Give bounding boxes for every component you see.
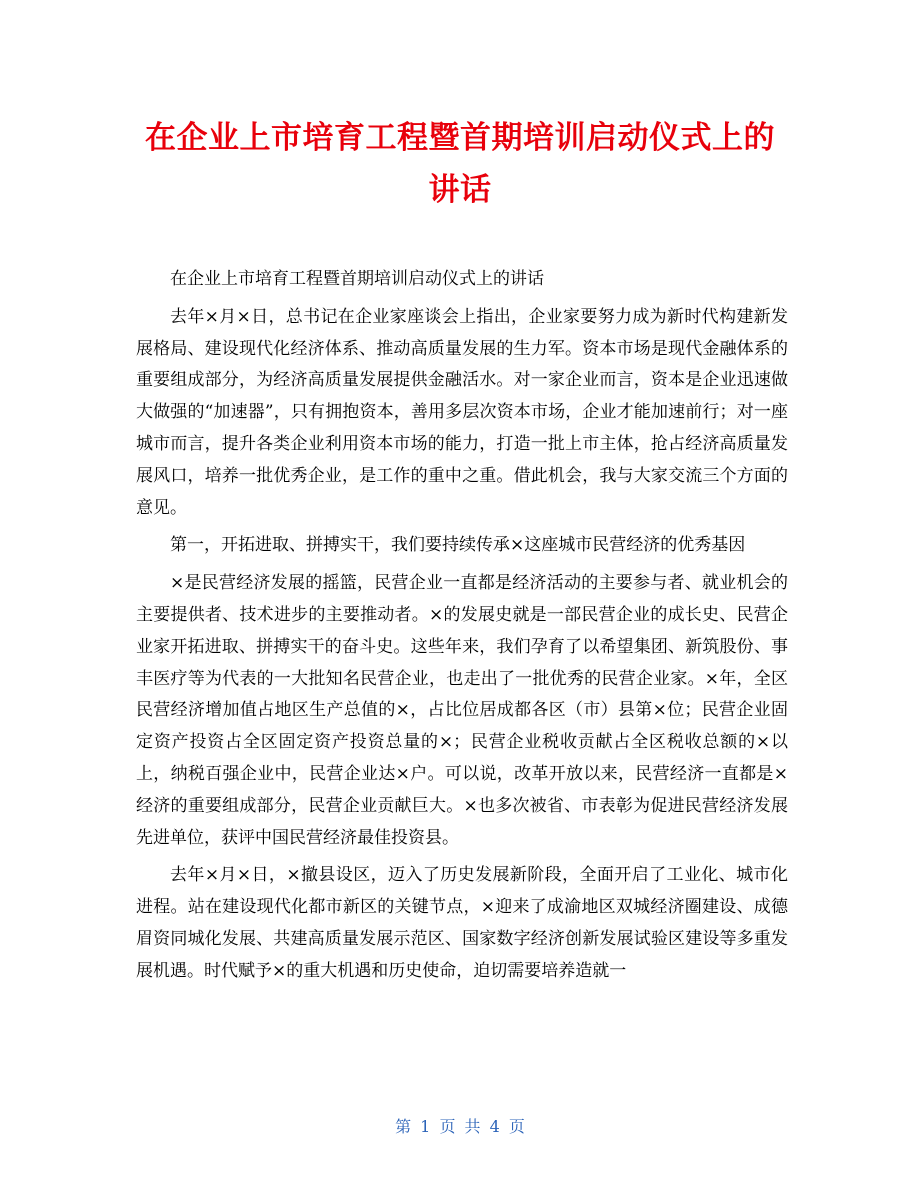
footer-current-page: 1 — [420, 1117, 431, 1136]
paragraph-section-heading: 第一，开拓进取、拼搏实干，我们要持续传承×这座城市民营经济的优秀基因 — [170, 535, 746, 556]
paragraph-private-economy: ×是民营经济发展的摇篮，民营企业一直都是经济活动的主要参与者、就业机会的主要提供者、技术进步的主要推动者。×的发展史就是一部民营企业的成长史、民营企业家开拓进取、拼搏实干的奋斗史。这些年来，我们孕育了以希望集团、新筑股份、事丰医疗等为代表的一大批知名民营企业，也走出了一批优秀的民营企业家。×年，全区民营经济增加值占地区生产总值的×，占比位居成都各区（市）县第×位；民营企业固定资产投资占全区固定资产投资总量的×；民营企业税收贡献占全区税收总额的×以上，纳税百强企业中，民营企业达×户。可以说，改革开放以来，民营经济一直都是×经济的重要组成部分，民营企业贡献巨大。×也多次被省、市表彰为促进民营经济发展先进单位，获评中国民营经济最佳投资县。 — [136, 573, 788, 848]
paragraph-new-stage: 去年×月×日，×撤县设区，迈入了历史发展新阶段，全面开启了工业化、城市化进程。站在建设现代化都市新区的关键节点，×迎来了成渝地区双城经济圈建设、成德眉资同城化发展、共建高质量发展示范区、国家数字经济创新发展试验区建设等多重发展机遇。时代赋予×的重大机遇和历史使命，迫切需要培养造就一 — [136, 865, 788, 981]
footer-total-pages: 4 — [489, 1117, 500, 1136]
paragraph-intro: 去年×月×日，总书记在企业家座谈会上指出，企业家要努力成为新时代构建新发展格局、建设现代化经济体系、推动高质量发展的生力军。资本市场是现代金融体系的重要组成部分，为经济高质量发展提供金融活水。对一家企业而言，资本是企业迅速做大做强的“加速器”，只有拥抱资本，善用多层次资本市场，企业才能加速前行；对一座城市而言，提升各类企业利用资本市场的能力，打造一批上市主体，抢占经济高质量发展风口，培养一批优秀企业，是工作的重中之重。借此机会，我与大家交流三个方面的意见。 — [136, 306, 788, 518]
footer-prefix: 第 — [395, 1117, 412, 1136]
footer-suffix: 页 — [508, 1117, 525, 1136]
page-footer — [0, 1114, 920, 1137]
document-body — [136, 264, 788, 994]
footer-mid: 页 共 — [439, 1117, 481, 1136]
paragraph-subtitle: 在企业上市培育工程暨首期培训启动仪式上的讲话 — [170, 269, 544, 289]
document-title: 在企业上市培育工程暨首期培训启动仪式上的讲话 — [145, 120, 775, 208]
